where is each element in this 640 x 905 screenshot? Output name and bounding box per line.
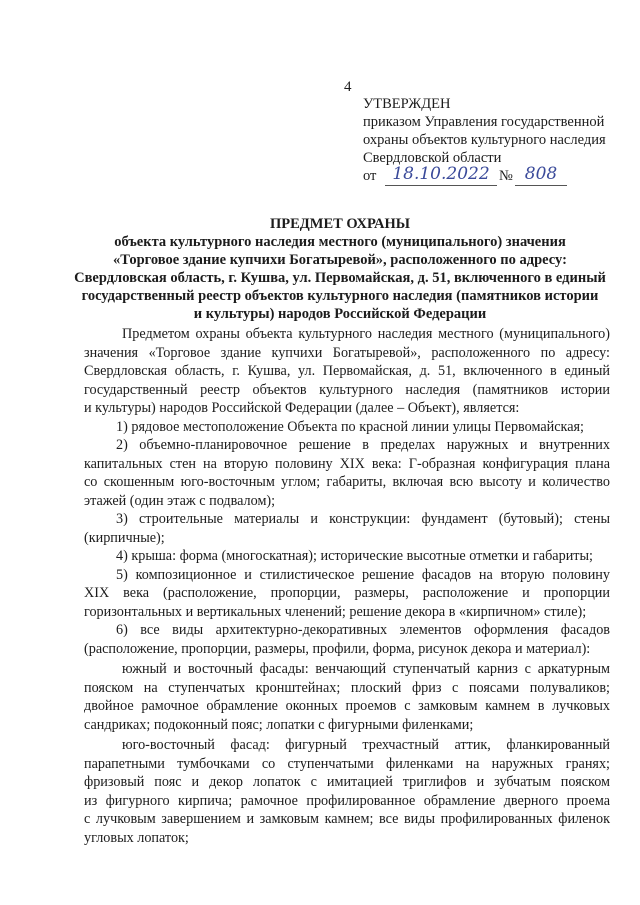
date-prefix: от xyxy=(363,168,377,184)
document-body xyxy=(84,325,610,847)
body-line: двойное рамочное обрамление оконных проемов с замковым камнем в лучковых xyxy=(84,698,610,714)
body-line: сандриках; подоконный пояс; лопатки с фигурными филенками; xyxy=(84,716,474,733)
body-line: (расположение, пропорции, размеры, профили, форма, рисунок декора и материал): xyxy=(84,640,591,657)
body-line: государственный реестр объектов культурного наследия (памятников истории xyxy=(84,381,610,398)
body-line: горизонтальных и вертикальных членений; решение декора в «кирпичном» стиле); xyxy=(84,603,587,620)
title-line: «Торговое здание купчихи Богатыревой», расположенного по адресу: xyxy=(113,252,567,268)
body-line: фризовый пояс и декор лопаток с имитацией триглифов и зубчатым пояском xyxy=(84,774,610,790)
approval-line: Свердловской области xyxy=(363,150,502,166)
body-line: со скошенным юго-восточным углом; габариты, включая всю высоту и количество xyxy=(84,474,610,490)
body-line: юго-восточный фасад: фигурный трехчастный аттик, фланкированный xyxy=(122,737,610,753)
body-line: 1) рядовое местоположение Объекта по красной линии улицы Первомайская; xyxy=(116,418,584,435)
body-line: угловых лопаток; xyxy=(84,829,189,846)
handwritten-order-number: 808 xyxy=(515,163,567,186)
body-line: 6) все виды архитектурно-декоративных элементов оформления фасадов xyxy=(116,622,610,638)
handwritten-date: 18.10.2022 xyxy=(385,163,497,186)
title-line: ПРЕДМЕТ ОХРАНЫ xyxy=(269,216,411,232)
approval-line: охраны объектов культурного наследия xyxy=(363,132,606,148)
body-line: (кирпичные); xyxy=(84,529,165,546)
body-line: 2) объемно-планировочное решение в пределах наружных и внутренних xyxy=(116,437,610,453)
title-line: и культуры) народов Российской Федерации xyxy=(193,306,487,322)
body-line: 5) композиционное и стилистическое решение фасадов на вторую половину xyxy=(116,566,610,583)
body-line: 3) строительные материалы и конструкции: фундамент (бутовый); стены xyxy=(116,511,610,527)
body-line: парапетными тумбочками со ступенчатыми филенками на наружных гранях; xyxy=(84,755,610,772)
title-line: государственный реестр объектов культурного наследия (памятников истории xyxy=(81,288,599,304)
title-line: объекта культурного наследия местного (муниципального) значения xyxy=(114,234,566,250)
approval-block xyxy=(363,95,625,187)
approval-date-row xyxy=(363,164,625,187)
body-line: пояском на ступенчатых кронштейнах; плоский фриз с поясами полуваликов; xyxy=(84,679,610,696)
body-line: этажей (один этаж с подвалом); xyxy=(84,492,276,509)
approval-heading: УТВЕРЖДЕН xyxy=(363,96,451,112)
body-line: и культуры) народов Российской Федерации (далее – Объект), является: xyxy=(84,400,520,416)
number-sign: № xyxy=(499,168,513,184)
body-line: южный и восточный фасады: венчающий ступенчатый карниз с аркатурным xyxy=(122,661,610,677)
title-line: Свердловская область, г. Кушва, ул. Первомайская, д. 51, включенного в единый xyxy=(74,270,606,286)
body-line: с лучковым завершением и замковым камнем; все виды профилированных филенок xyxy=(84,811,610,827)
body-line: Предметом охраны объекта культурного наследия местного (муниципального) xyxy=(122,326,610,342)
body-line: 4) крыша: форма (многоскатная); исторические высотные отметки и габариты; xyxy=(116,548,593,564)
body-line: из фигурного кирпича; рамочное профилированное обрамление дверного проема xyxy=(84,792,610,809)
page-number: 4 xyxy=(344,79,352,95)
body-line: Свердловская область, г. Кушва, ул. Первомайская, д. 51, включенного в единый xyxy=(84,363,610,379)
approval-line: приказом Управления государственной xyxy=(363,114,605,130)
document-title xyxy=(70,215,610,323)
body-line: XIX века (расположение, пропорции, размеры, расположение и пропорции xyxy=(84,585,610,601)
body-line: значения «Торговое здание купчихи Богатыревой», расположенного по адресу: xyxy=(84,344,610,361)
body-line: капитальных стен на вторую половину XIX века: Г-образная конфигурация плана xyxy=(84,455,610,472)
